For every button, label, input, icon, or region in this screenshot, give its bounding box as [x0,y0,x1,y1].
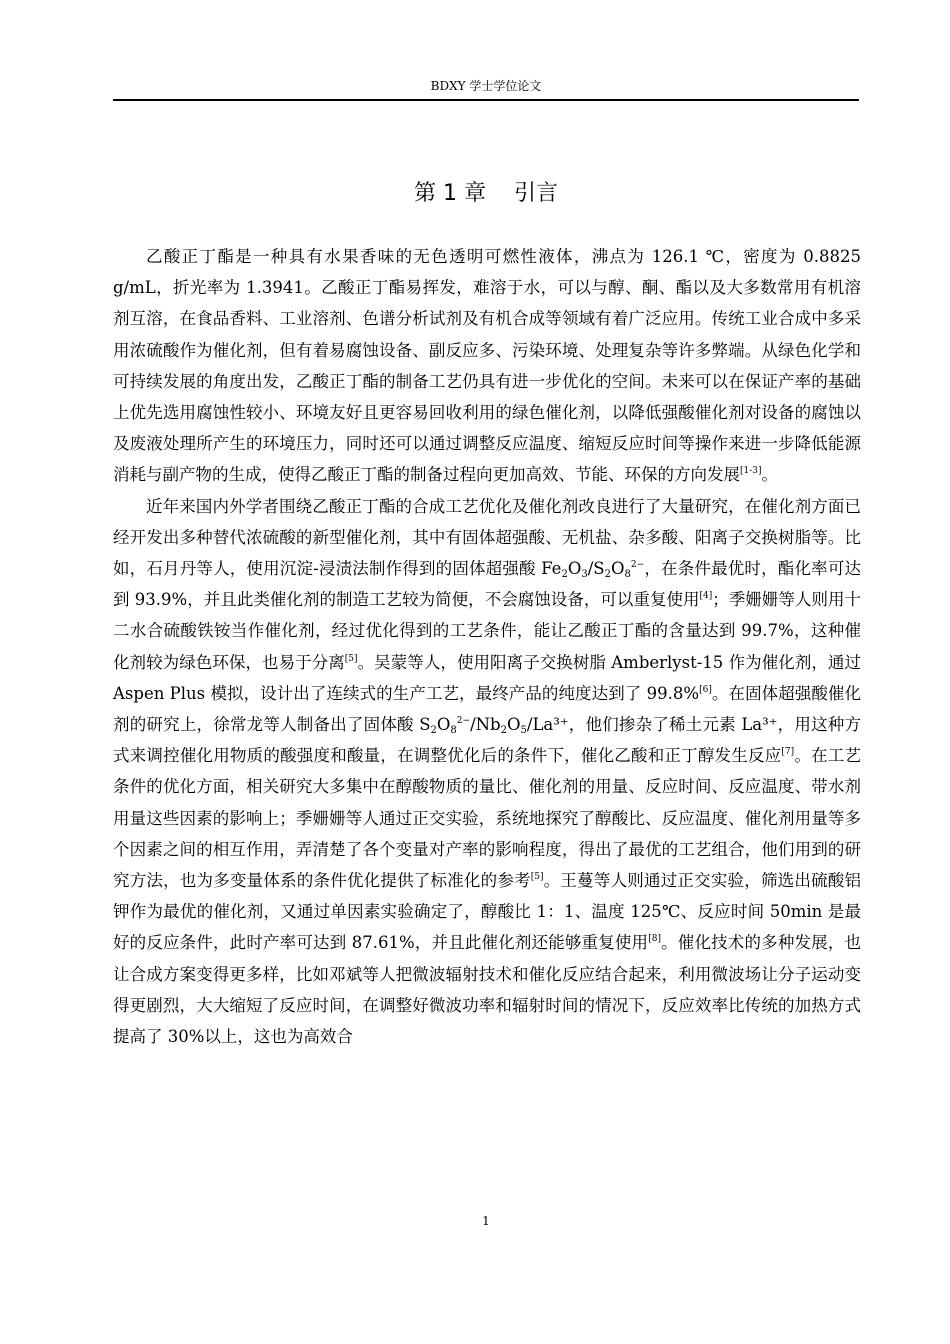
paragraph-1 [113,241,861,491]
text-run: O [436,715,451,735]
superscript: 2− [456,716,471,727]
text-run: /S [587,559,605,579]
text-run: 。在固体超强酸催化剂的研究上，徐常龙等人制备出了固体酸 S [113,683,862,735]
paragraph-2 [113,491,861,1053]
header-rule [113,99,859,101]
superscript: [5] [344,653,358,664]
text-run: 。 [761,465,779,485]
superscript: [1-3] [740,466,762,477]
chapter-name: 引言 [513,181,558,206]
text-run: 。在工艺条件的优化方面，相关研究大多集中在醇酸物质的量比、催化剂的用量、反应时间、反应温度、带水剂用量这些因素的影响上；季姗姗等人通过正交实验，系统地探究了醇酸比、反应温度、催化剂用量等多个因素之间的相互作用，弄清楚了各个变量对产率的影响程度，得出了最优的工艺组合，他们用到的研究方法，也为多变量体系的条件优化提供了标准化的参考 [113,746,862,891]
superscript: 2− [630,560,645,571]
superscript: [4] [699,591,713,602]
text-run: 。王蔓等人则通过正交实验，筛选出硫酸铝钾作为最优的催化剂，又通过单因素实验确定了，醇酸比 1：1、温度 125℃、反应时间 50min 是最好的反应条件，此时产率可达到 87.61%，并且此催化剂还能够重复使用 [113,871,862,953]
subscript: 8 [450,725,457,737]
subscript: 2 [500,725,507,737]
superscript: [6] [699,684,712,695]
text-run: ，在条件最优时，酯化率可达到 93.9%，并且此类催化剂的制造工艺较为简便，不会腐蚀设备，可以重复使用 [113,559,861,610]
superscript: [5] [530,872,544,883]
text-run: O [610,559,625,579]
page-number: 1 [482,1214,490,1228]
text-run: /La³⁺，他们掺杂了稀土元素 La³⁺，用这种方式来调控催化用物质的酸强度和酸量，在调整优化后的条件下，催化乙酸和正丁醇发生反应 [113,715,861,766]
text-run: /Nb [470,715,501,735]
subscript: 3 [581,569,588,581]
chapter-title [113,177,859,211]
text-run: O [507,715,521,735]
superscript: [8] [648,934,661,945]
text-run: 近年来国内外学者围绕乙酸正丁酯的合成工艺优化及催化剂改良进行了大量研究，在催化剂方面已经开发出多种替代浓硫酸的新型催化剂，其中有固体超强酸、无机盐、杂多酸、阳离子交换树脂等。比如，石月丹等人，使用沉淀-浸渍法制作得到的固体超强酸 Fe [113,496,861,579]
chapter-number: 第 1 章 [414,181,486,206]
subscript: 2 [604,569,611,581]
text-run: 。催化技术的多种发展，也让合成方案变得更多样，比如邓斌等人把微波辐射技术和催化反应结合起来，利用微波场让分子运动变得更剧烈，大大缩短了反应时间，在调整好微波功率和辐射时间的情况下，反应效率比传统的加热方式提高了 30%以上，这也为高效合 [113,933,861,1047]
running-header: BDXY 学士学位论文 [430,79,542,93]
subscript: 2 [561,569,568,581]
text-run: 。吴蒙等人，使用阳离子交换树脂 Amberlyst-15 作为催化剂，通过 Aspen Plus 模拟，设计出了连续式的生产工艺，最终产品的纯度达到了 99.8% [113,652,861,703]
subscript: 5 [520,725,527,737]
text-run: 乙酸正丁酯是一种具有水果香味的无色透明可燃性液体，沸点为 126.1 ℃，密度为 0.8825 g/mL，折光率为 1.3941。乙酸正丁酯易挥发，难溶于水，可以与醇、酮、酯以及大多数常用有机溶剂互溶，在食品香料、工业溶剂、色谱分析试剂及有机合成等领域有着广泛应用。传统工业合成中多采用浓硫酸作为催化剂，但有着易腐蚀设备、副反应多、污染环境、处理复杂等许多弊端。从绿色化学和可持续发展的角度出发，乙酸正丁酯的制备工艺仍具有进一步优化的空间。未来可以在保证产率的基础上优先选用腐蚀性较小、环境友好且更容易回收利用的绿色催化剂，以降低强酸催化剂对设备的腐蚀以及废液处理所产生的环境压力，同时还可以通过调整反应温度、缩短反应时间等操作来进一步降低能源消耗与副产物的生成，使得乙酸正丁酯的制备过程向更加高效、节能、环保的方向发展 [113,247,861,485]
subscript: 2 [430,725,437,737]
text-run: O [567,559,582,579]
text-run: ；季姗姗等人则用十二水合硫酸铁铵当作催化剂，经过优化得到的工艺条件，能让乙酸正丁酯的含量达到 99.7%，这种催化剂较为绿色环保，也易于分离 [113,590,862,672]
body-text [113,241,861,1052]
superscript: [7] [781,747,795,758]
subscript: 8 [624,569,631,581]
